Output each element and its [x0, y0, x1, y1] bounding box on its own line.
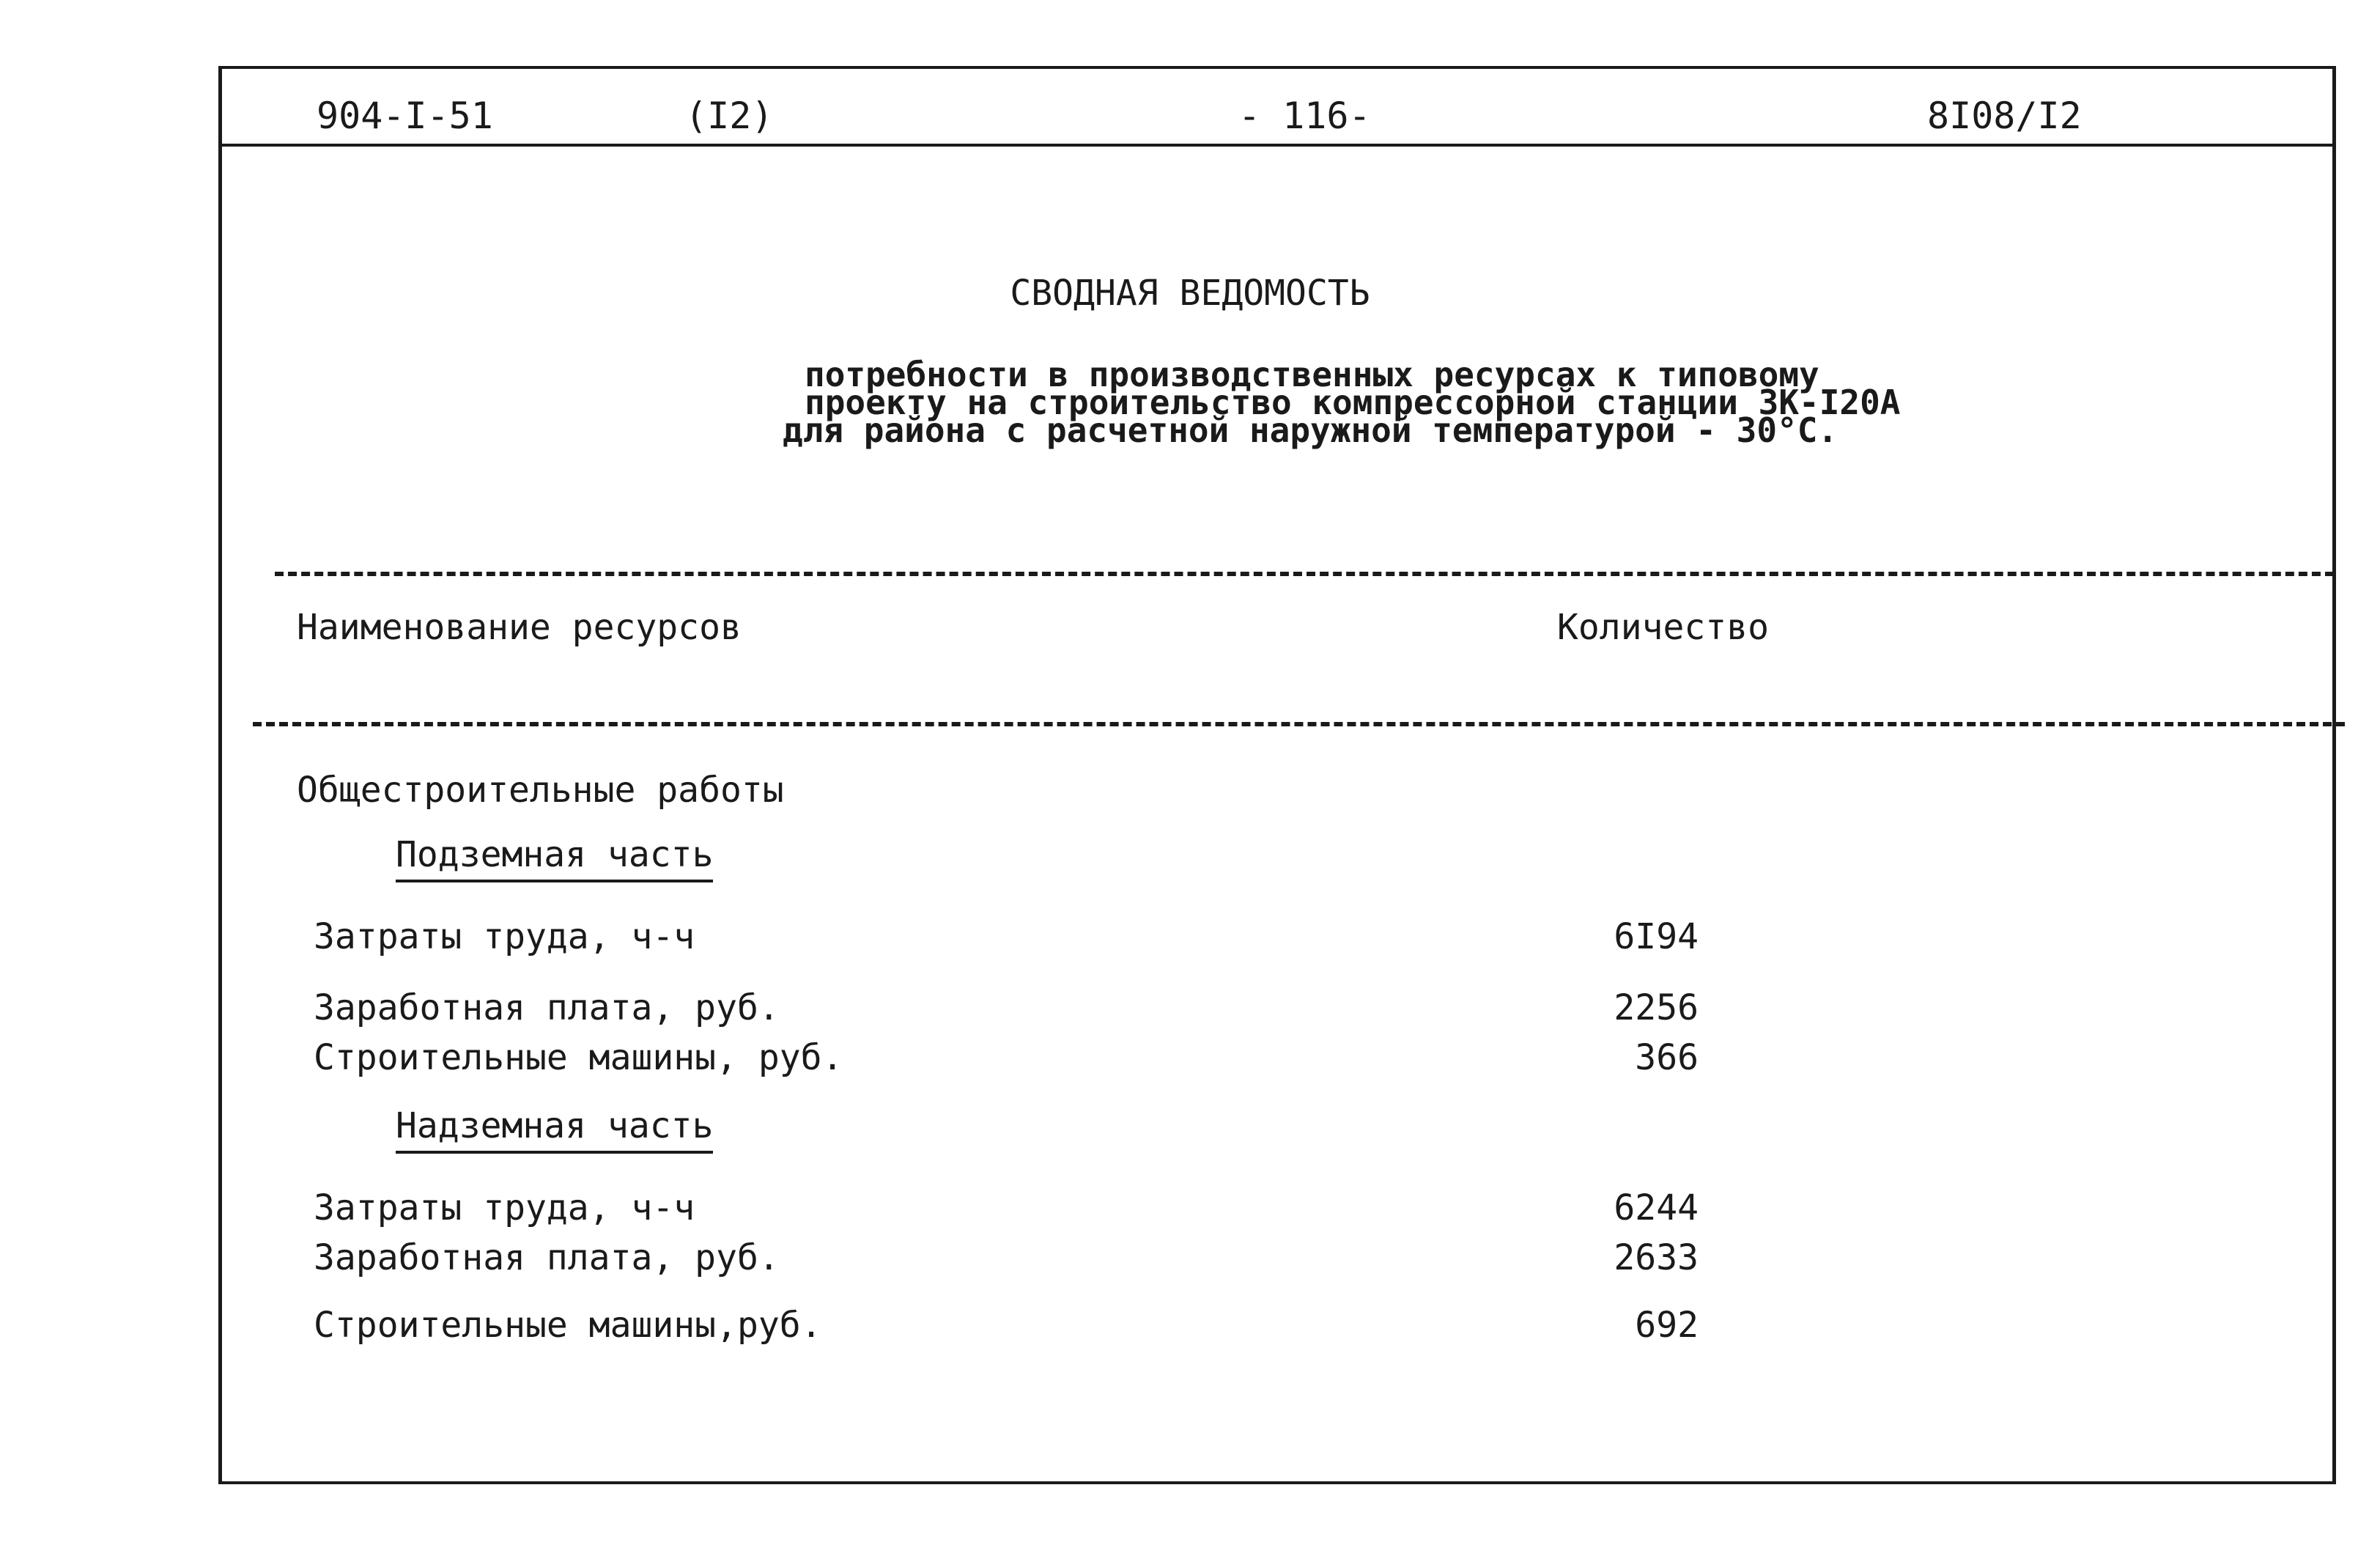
- document-part: (I2): [685, 95, 774, 137]
- row-label: Строительные машины, руб.: [314, 1037, 843, 1078]
- column-header-quantity: Количество: [1557, 607, 1769, 648]
- row-value: 6I94: [1614, 916, 1699, 957]
- row-value: 692: [1635, 1305, 1699, 1346]
- subtitle-line-2: проекту на строительство компрессорной станции 3К-I20А: [805, 383, 1901, 422]
- section-title: Общестроительные работы: [297, 770, 784, 811]
- document-code: 904-I-51: [317, 95, 493, 137]
- row-label: Затраты труда, ч-ч: [314, 916, 695, 957]
- subtitle-line-3: для района с расчетной наружной температурой - 30°С.: [783, 410, 1838, 450]
- document-number: 8I08/I2: [1927, 95, 2082, 137]
- row-label: Заработная плата, руб.: [314, 1237, 780, 1278]
- column-header-name: Наименование ресурсов: [297, 607, 742, 648]
- subtitle-line-1: потребности в производственных ресурсах к типовому: [805, 355, 1819, 394]
- group-title-underground: Подземная часть: [396, 834, 713, 882]
- table-header-rule: [253, 722, 2345, 726]
- row-label: Заработная плата, руб.: [314, 987, 780, 1028]
- header-divider: [218, 144, 2336, 147]
- table-top-rule: [275, 572, 2334, 576]
- row-value: 366: [1635, 1037, 1699, 1078]
- row-label: Строительные машины,руб.: [314, 1305, 822, 1346]
- group-title-aboveground: Надземная часть: [396, 1105, 713, 1154]
- row-value: 2256: [1614, 987, 1699, 1028]
- row-value: 2633: [1614, 1237, 1699, 1278]
- page-number: - 116-: [1238, 95, 1371, 137]
- row-label: Затраты труда, ч-ч: [314, 1187, 695, 1228]
- document-title: СВОДНАЯ ВЕДОМОСТЬ: [1010, 273, 1370, 314]
- row-value: 6244: [1614, 1187, 1699, 1228]
